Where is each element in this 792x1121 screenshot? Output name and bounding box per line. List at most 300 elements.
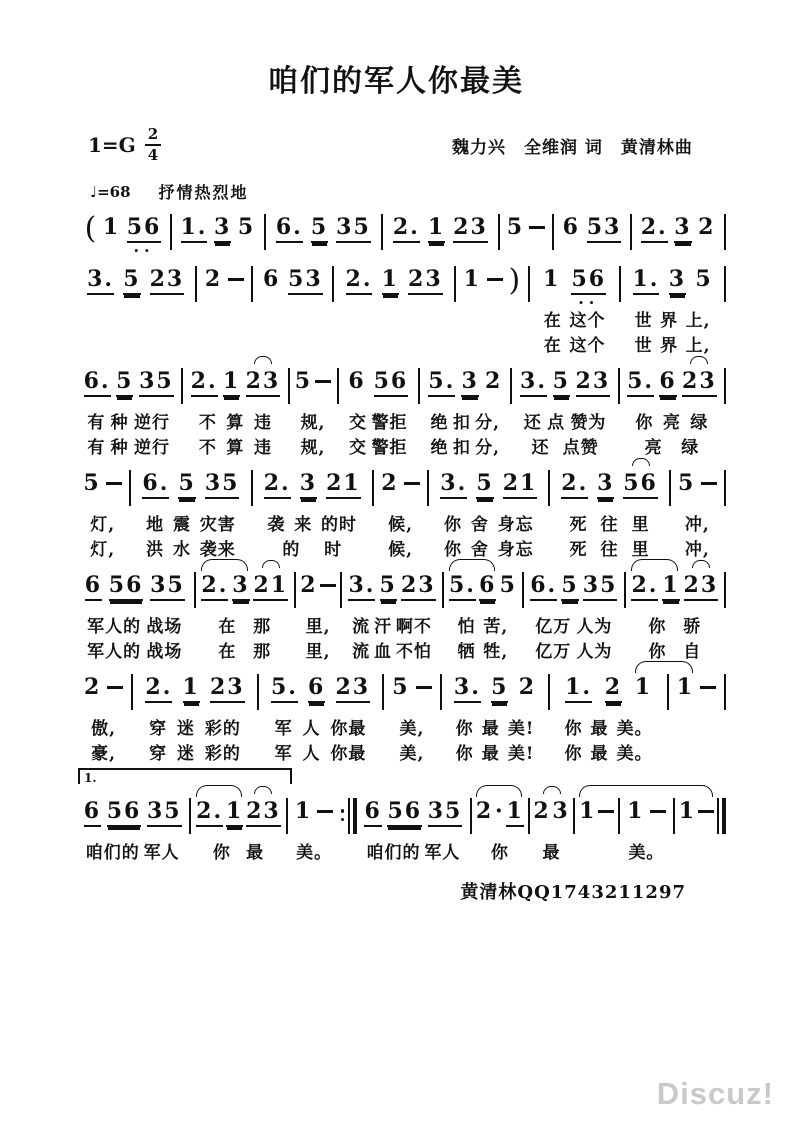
key-signature [88, 127, 161, 163]
barline [251, 266, 253, 304]
lyric-row [133, 510, 248, 535]
measure-row [78, 368, 728, 458]
measure [502, 214, 550, 254]
lyric-syllable: 灯, [90, 540, 116, 560]
note: 3 [232, 572, 249, 601]
measure [385, 214, 496, 254]
lyric-syllable: 的 [282, 540, 301, 560]
note: 56 ·· [126, 214, 162, 260]
measure [298, 572, 338, 662]
note: 35 [205, 470, 240, 499]
measure [474, 798, 526, 863]
notes-row [386, 674, 437, 714]
barline [724, 674, 726, 712]
notes-row [446, 572, 520, 612]
note: 5 [392, 674, 410, 700]
note-dash [404, 470, 420, 497]
lyric-syllable: 违 [253, 413, 272, 433]
note: 5 [116, 368, 133, 397]
note: 5 [178, 470, 195, 499]
lyric-syllable: 来 [294, 515, 313, 535]
lyric-row [673, 510, 722, 535]
barline [618, 798, 620, 836]
lyric-syllable: 交 [349, 413, 368, 433]
measure [671, 674, 722, 764]
measure [577, 798, 615, 863]
note: 6 [364, 798, 381, 827]
lyric-syllable: 灾害 [199, 515, 236, 535]
volta-bracket [78, 768, 292, 784]
lyric-syllable: 有 [87, 438, 106, 458]
note: 3. [520, 368, 547, 397]
lyric-syllable: 规, [300, 413, 326, 433]
note: 2 [381, 470, 399, 496]
note: 1 [183, 674, 200, 703]
lyric-syllable: 舍 [470, 540, 489, 560]
barline [624, 572, 626, 610]
barline [382, 674, 384, 712]
note: 6 [84, 798, 101, 827]
lyric-row [298, 637, 338, 662]
measure [514, 368, 615, 458]
note: 53 [288, 266, 323, 295]
lyric-syllable: 在 [543, 311, 562, 331]
measure [556, 214, 628, 254]
lyric-syllable: 迷 [177, 744, 196, 764]
lyric-syllable: 违 [253, 438, 272, 458]
notes-row [255, 470, 370, 510]
measure [174, 214, 262, 254]
note: 5 [237, 214, 256, 240]
measure [255, 266, 330, 356]
note: 21 [253, 572, 288, 601]
note: 1 [543, 266, 561, 292]
lyric-syllable: 绿 [690, 413, 709, 433]
key-prefix: 1=G [88, 133, 136, 157]
note-dash [416, 674, 432, 701]
time-signature-denominator: 4 [147, 146, 159, 164]
barline [337, 368, 339, 406]
tempo-expression: 抒情热烈地 [158, 183, 249, 202]
note: 3 [597, 470, 614, 499]
note: 5 [553, 368, 570, 397]
lyric-syllable: 最 [590, 719, 609, 739]
note: 1 [506, 798, 523, 827]
measure [458, 263, 526, 356]
lyric-row [78, 408, 179, 433]
barline [573, 798, 575, 836]
barline [724, 266, 726, 304]
measure [78, 572, 192, 662]
lyric-row [386, 714, 437, 739]
note: 5 [561, 572, 578, 601]
lyric-row [673, 535, 722, 560]
lyric-syllable: 最 [590, 744, 609, 764]
barline [332, 266, 334, 304]
measure [341, 368, 417, 458]
lyric-syllable: 死 [569, 540, 588, 560]
lyric-syllable: 血 [374, 642, 393, 662]
lyric-syllable: 往 [600, 540, 619, 560]
lyric-syllable: 还 [531, 438, 550, 458]
lyric-syllable: 里 [631, 540, 650, 560]
lyric-syllable: 你最 [330, 719, 367, 739]
measure [386, 674, 437, 764]
lyric-syllable: 美! [507, 719, 535, 739]
score-line [78, 764, 728, 863]
lyric-row [677, 838, 715, 863]
notes-row [623, 266, 722, 306]
notes-row [577, 798, 615, 838]
note: 23 [150, 266, 185, 295]
lyric-syllable: 地 [146, 515, 165, 535]
measure-row [78, 771, 728, 863]
note: 3 [552, 798, 570, 824]
lyric-syllable: 时 [324, 540, 343, 560]
note: 2. [631, 572, 658, 601]
lyric-syllable: 这个 [569, 311, 606, 331]
lyric-row [514, 408, 615, 433]
lyric-syllable: 彩的 [204, 744, 241, 764]
lyric-syllable: 还 [523, 413, 542, 433]
lyric-syllable: 军人 [424, 843, 461, 863]
lyric-syllable: 身忘 [497, 540, 534, 560]
lyric-syllable: 咱们的 [366, 843, 421, 863]
notes-row [677, 798, 715, 838]
notes-row [622, 368, 722, 408]
note: 5 [499, 572, 517, 598]
notes-row [133, 470, 248, 510]
measure [290, 798, 339, 863]
barline [724, 214, 726, 252]
lyric-row [193, 838, 283, 863]
note: 5 [476, 470, 493, 499]
lyric-syllable: 那 [253, 642, 272, 662]
lyric-row [255, 510, 370, 535]
barline [548, 674, 550, 712]
lyric-syllable: 上, [685, 311, 711, 331]
note: 6 [263, 266, 281, 292]
lyric-row [198, 637, 292, 662]
lyric-syllable: 不怕 [395, 642, 432, 662]
note: 3. [348, 572, 375, 601]
lyric-row [431, 535, 546, 560]
measure-row [78, 572, 728, 662]
measure [622, 368, 722, 458]
notes-row [78, 470, 127, 510]
barline [528, 798, 530, 836]
lyric-syllable: 你 [635, 413, 654, 433]
note: 23 [408, 266, 443, 295]
note: 2 [204, 266, 223, 292]
lyric-syllable: 扣 [452, 413, 471, 433]
lyric-syllable: 死 [569, 515, 588, 535]
note-dash [598, 798, 614, 825]
lyric-row [552, 535, 666, 560]
lyric-row [376, 510, 425, 535]
lyric-syllable: 水 [172, 540, 191, 560]
lyric-row [336, 306, 451, 331]
lyric-row [78, 331, 193, 356]
lyric-row [623, 306, 722, 331]
notes-row [336, 266, 451, 306]
lyric-syllable: 分, [475, 413, 501, 433]
note: 56 [374, 368, 409, 397]
lyric-syllable: 美。 [616, 744, 653, 764]
note: 2. [346, 266, 373, 295]
lyric-row [78, 306, 193, 331]
note: 6. [276, 214, 303, 243]
barline [673, 798, 675, 836]
lyric-syllable: 在 [543, 336, 562, 356]
barline [251, 470, 253, 508]
lyric-row [671, 714, 722, 739]
barline [418, 368, 420, 406]
note: 2. [201, 572, 228, 601]
note-dash [317, 798, 333, 825]
notes-row [458, 263, 526, 306]
notes-row [292, 368, 335, 408]
slur-mark [201, 559, 248, 571]
note: 6 [348, 368, 366, 394]
note: 5 [695, 266, 713, 292]
lyric-syllable: 算 [226, 413, 245, 433]
lyric-syllable: 绿 [681, 438, 700, 458]
score-line [78, 458, 728, 560]
note: 2. [641, 214, 668, 243]
note: 1 [676, 674, 695, 700]
measure [431, 470, 546, 560]
lyric-syllable: 袭 [267, 515, 286, 535]
note: 1 [634, 674, 652, 700]
lyric-syllable: 美! [507, 744, 535, 764]
notes-row [552, 470, 666, 510]
note: 5 [311, 214, 328, 243]
barline [195, 266, 197, 304]
notes-row [431, 470, 546, 510]
tempo-mark: ♩=68 [90, 182, 131, 201]
note: 35 [428, 798, 463, 827]
lyric-syllable: 种 [110, 438, 129, 458]
slur-mark [449, 559, 495, 571]
note: 1 [382, 266, 399, 295]
note: 6 [562, 214, 580, 240]
note: 2 [484, 368, 503, 394]
lyric-syllable: 最 [481, 744, 500, 764]
note: 3. [440, 470, 467, 499]
lyric-syllable: 人 [302, 719, 321, 739]
lyric-row [622, 408, 722, 433]
lyric-row [298, 612, 338, 637]
measure [422, 368, 508, 458]
lyric-syllable: 你 [455, 719, 474, 739]
measure-row [78, 674, 728, 764]
lyric-row [431, 510, 546, 535]
notes-row [78, 674, 129, 714]
lyric-row [526, 637, 622, 662]
lyric-syllable: 候, [388, 540, 413, 560]
lyric-row [185, 433, 285, 458]
lyric-syllable: 牺 [457, 642, 476, 662]
lyric-syllable: 身忘 [497, 515, 534, 535]
lyric-row [341, 433, 417, 458]
note: ( [84, 211, 97, 246]
lyric-syllable: 美。 [296, 843, 333, 863]
note: 1. [633, 266, 660, 295]
lyric-syllable: 流 [352, 642, 371, 662]
lyric-row [78, 714, 129, 739]
note: 3 [214, 214, 231, 243]
lyric-syllable: 骄 [683, 617, 702, 637]
score-line [78, 356, 728, 458]
note: 6 [659, 368, 676, 397]
lyric-row [78, 433, 179, 458]
measure [532, 266, 617, 356]
note: 21 [326, 470, 361, 499]
barline [129, 470, 131, 508]
lyric-syllable: 警拒 [371, 413, 408, 433]
notes-row [78, 368, 179, 408]
tie-mark [262, 560, 280, 568]
lyric-row [290, 838, 339, 863]
lyric-syllable: 穿 [149, 719, 168, 739]
lyric-syllable: 警拒 [371, 438, 408, 458]
lyric-row [444, 739, 547, 764]
note: 1 [662, 572, 679, 601]
note: 1. [565, 674, 592, 703]
lyric-syllable: 你 [564, 719, 583, 739]
note: 5 [491, 674, 508, 703]
note: 1 [102, 214, 121, 240]
lyric-row [255, 331, 330, 356]
lyric-row [532, 838, 572, 863]
lyric-syllable: 往 [600, 515, 619, 535]
lyric-row [341, 408, 417, 433]
lyric-syllable: 种 [110, 413, 129, 433]
barline [340, 572, 342, 610]
note: 3 [300, 470, 317, 499]
note: 6. [142, 470, 169, 499]
barline [548, 470, 550, 508]
lyric-row [344, 637, 440, 662]
barline [510, 368, 512, 406]
notes-row [622, 798, 671, 838]
lyric-row [78, 637, 192, 662]
measure [552, 470, 666, 560]
note: 21 [503, 470, 538, 499]
measure [446, 572, 520, 662]
note-dash [107, 674, 123, 701]
barline [667, 674, 669, 712]
barline [630, 214, 632, 252]
note: 6 [479, 572, 496, 601]
lyric-row [444, 714, 547, 739]
measure [78, 368, 179, 458]
measure [552, 674, 664, 764]
note: 1. [181, 214, 208, 243]
lyric-row [78, 612, 192, 637]
lyric-syllable: 候, [388, 515, 413, 535]
lyric-row [185, 408, 285, 433]
measure [336, 266, 451, 356]
lyric-row [292, 433, 335, 458]
lyric-syllable: 的时 [321, 515, 358, 535]
lyric-syllable: 赞为 [570, 413, 607, 433]
note: 1 [579, 798, 597, 824]
lyric-syllable: 你 [648, 642, 667, 662]
lyric-syllable: 美。 [616, 719, 653, 739]
note: 6 [308, 674, 325, 703]
barline [522, 572, 524, 610]
barline [189, 798, 191, 836]
barline [724, 470, 726, 508]
note: 1 [428, 214, 445, 243]
lyric-syllable: 自 [683, 642, 702, 662]
lyric-syllable: 里, [305, 617, 331, 637]
barline [498, 214, 500, 252]
note: 2 [698, 214, 716, 240]
lyric-row [623, 331, 722, 356]
notes-row [78, 211, 168, 260]
notes-row [422, 368, 508, 408]
lyric-syllable: 啊不 [395, 617, 432, 637]
note: 56 [623, 470, 658, 499]
lyric-syllable: 最 [481, 719, 500, 739]
lyric-row [526, 612, 622, 637]
notes-row [526, 572, 622, 612]
qq-credit: 黄清林QQ1743211297 [460, 882, 686, 903]
note: 56 [107, 798, 142, 827]
lyric-syllable: 灯, [90, 515, 116, 535]
notes-row [376, 470, 425, 510]
barline [294, 572, 296, 610]
note: 5 [380, 572, 397, 601]
lyric-syllable: 人 [302, 744, 321, 764]
barline [552, 214, 554, 252]
notes-row [78, 572, 192, 612]
notes-row [135, 674, 255, 714]
note: 35 [583, 572, 618, 601]
note: 35 [147, 798, 182, 827]
lyric-syllable: 人为 [576, 617, 613, 637]
repeat-barline [341, 798, 357, 836]
lyric-row [552, 739, 664, 764]
lyric-row [628, 637, 722, 662]
measure [133, 470, 248, 560]
note: 5. [271, 674, 298, 703]
lyric-syllable: 你 [564, 744, 583, 764]
lyric-syllable: 你 [444, 515, 463, 535]
note-dash [650, 798, 666, 825]
lyric-syllable: 冲, [684, 515, 710, 535]
note: 2. [264, 470, 291, 499]
lyric-row [671, 739, 722, 764]
measure [532, 798, 572, 863]
lyric-syllable: 美。 [628, 843, 665, 863]
score [78, 202, 728, 863]
lyric-syllable: 舍 [470, 515, 489, 535]
note: 23 [684, 572, 719, 601]
score-line [78, 254, 728, 356]
note-dash [700, 674, 716, 701]
barline [181, 368, 183, 406]
note: 1 [463, 266, 481, 292]
lyric-syllable: 有 [87, 413, 106, 433]
lyric-row [344, 612, 440, 637]
note: 3 [669, 266, 686, 295]
barline [170, 214, 172, 252]
measure [78, 266, 193, 356]
